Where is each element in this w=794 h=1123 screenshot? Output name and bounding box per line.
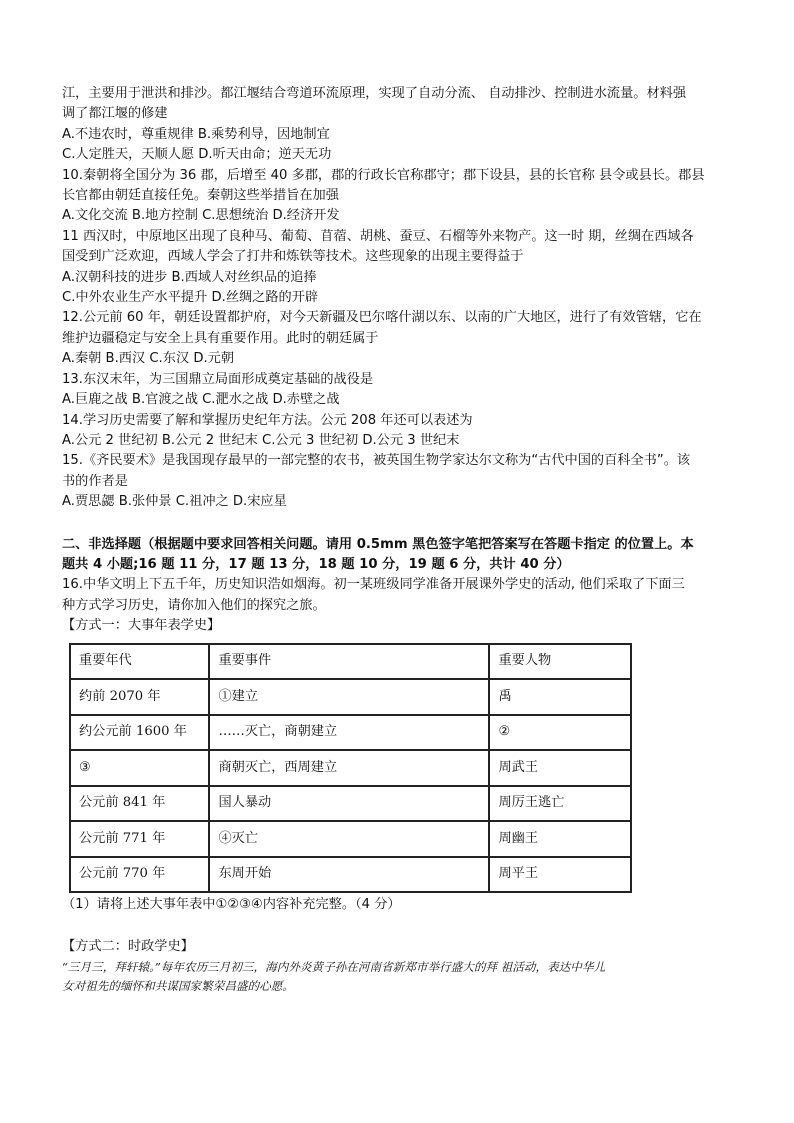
section-heading: 二、非选择题（根据题中要求回答相关问题。请用 0.5mm 黑色签字笔把答案写在答题卡指定 的位置上。本 [62, 536, 694, 552]
table-cell: ④灭亡 [209, 821, 489, 857]
text-line: 国受到广泛欢迎，西域人学会了打井和炼铁等技术。这些现象的出现主要得益于 [62, 249, 524, 265]
table-cell: 公元前 770 年 [70, 857, 209, 893]
question-14: 14.学习历史需要了解和掌握历史纪年方法。公元 208 年还可以表述为 [62, 412, 473, 428]
table-row [70, 821, 631, 857]
exam-page [62, 84, 734, 996]
table-row [70, 750, 631, 786]
table-cell: 周平王 [489, 857, 631, 893]
table-row [70, 857, 631, 893]
events-table [69, 643, 632, 894]
text-line: 长官都由朝廷直接任免。秦朝这些举措旨在加强 [62, 188, 339, 204]
question-15: 15.《齐民要术》是我国现存最早的一部完整的农书，被英国生物学家达尔文称为“古代中国的百科全书”。该 [62, 453, 691, 469]
table-cell: 周武王 [489, 750, 631, 786]
option-line: A.汉朝科技的进步 B.西域人对丝织品的追捧 [62, 269, 317, 285]
option-line: C.人定胜天，天顺人愿 D.听天由命；逆天无功 [62, 147, 332, 163]
text-line: 江，主要用于泄洪和排沙。都江堰结合弯道环流原理，实现了自动分流、 自动排沙、控制进水流量。材料强 [62, 86, 687, 101]
table-cell: 商朝灭亡，西周建立 [209, 750, 489, 786]
table-row [70, 679, 631, 715]
question-13: 13.东汉末年，为三国鼎立局面形成奠定基础的战役是 [62, 371, 374, 387]
table-cell: ② [489, 715, 631, 751]
text-line: 书的作者是 [62, 473, 128, 489]
table-cell: ……灭亡，商朝建立 [209, 715, 489, 751]
question-10: 10.秦朝将全国分为 36 郡，后增至 40 多郡，郡的行政长官称郡守；郡下设县，县的长官称 县令或县长。郡县 [62, 167, 705, 183]
table-cell: 周厉王逃亡 [489, 786, 631, 822]
sub-question-1: （1）请将上述大事年表中①②③④内容补充完整。（4 分） [62, 897, 401, 913]
text-line: 调了都江堰的修建 [62, 106, 168, 122]
table-header-cell: 重要人物 [489, 644, 631, 680]
table-header-row [70, 644, 631, 680]
table-cell: 约前 2070 年 [70, 679, 209, 715]
question-16: 16.中华文明上下五千年，历史知识浩如烟海。初一某班级同学准备开展课外学史的活动, 他们采取了下面三 [62, 577, 685, 593]
quote-text: “三月三，拜轩辕。”每年农历三月初三，海内外炎黄子孙在河南省新郑市举行盛大的拜 祖活动，表达中华儿 [62, 959, 606, 974]
question-11: 11 西汉时，中原地区出现了良种马、葡萄、苜蓿、胡桃、蚕豆、石榴等外来物产。这一时 期，丝绸在西域各 [62, 228, 694, 244]
table-cell: 周幽王 [489, 821, 631, 857]
method-heading: 【方式一：大事年表学史】 [62, 618, 221, 634]
text-line: 种方式学习历史，请你加入他们的探究之旅。 [62, 597, 326, 613]
option-line: A.不违农时，尊重规律 B.乘势利导，因地制宜 [62, 126, 330, 142]
table-row [70, 786, 631, 822]
table-row [70, 715, 631, 751]
spacer [62, 513, 734, 535]
option-line: A.公元 2 世纪初 B.公元 2 世纪末 C.公元 3 世纪初 D.公元 3 世纪末 [62, 432, 460, 448]
method-heading: 【方式二：时政学史】 [62, 939, 194, 955]
option-line: C.中外农业生产水平提升 D.丝绸之路的开辟 [62, 290, 319, 306]
question-12: 12.公元前 60 年，朝廷设置都护府，对今天新疆及巴尔喀什湖以东、以南的广大地区，进行了有效管辖，它在 [62, 310, 702, 326]
option-line: A.文化交流 B.地方控制 C.思想统治 D.经济开发 [62, 208, 340, 224]
option-line: A.秦朝 B.西汉 C.东汉 D.元朝 [62, 351, 235, 367]
option-line: A.巨鹿之战 B.官渡之战 C.淝水之战 D.赤壁之战 [62, 392, 340, 408]
table-cell: 约公元前 1600 年 [70, 715, 209, 751]
option-line: A.贾思勰 B.张仲景 C.祖冲之 D.宋应星 [62, 494, 287, 510]
table-cell: 公元前 771 年 [70, 821, 209, 857]
table-cell: 东周开始 [209, 857, 489, 893]
table-cell: 公元前 841 年 [70, 786, 209, 822]
table-cell: ③ [70, 750, 209, 786]
quote-text: 女对祖先的缅怀和共谋国家繁荣昌盛的心愿。 [62, 978, 294, 993]
table-cell: 禹 [489, 679, 631, 715]
table-header-cell: 重要事件 [209, 644, 489, 680]
text-line: 维护边疆稳定与安全上具有重要作用。此时的朝廷属于 [62, 330, 379, 346]
section-heading: 题共 4 小题;16 题 11 分，17 题 13 分，18 题 10 分，19 题 6 分，共计 40 分） [62, 556, 570, 572]
table-cell: ①建立 [209, 679, 489, 715]
table-cell: 国人暴动 [209, 786, 489, 822]
spacer [62, 915, 734, 937]
table-header-cell: 重要年代 [70, 644, 209, 680]
